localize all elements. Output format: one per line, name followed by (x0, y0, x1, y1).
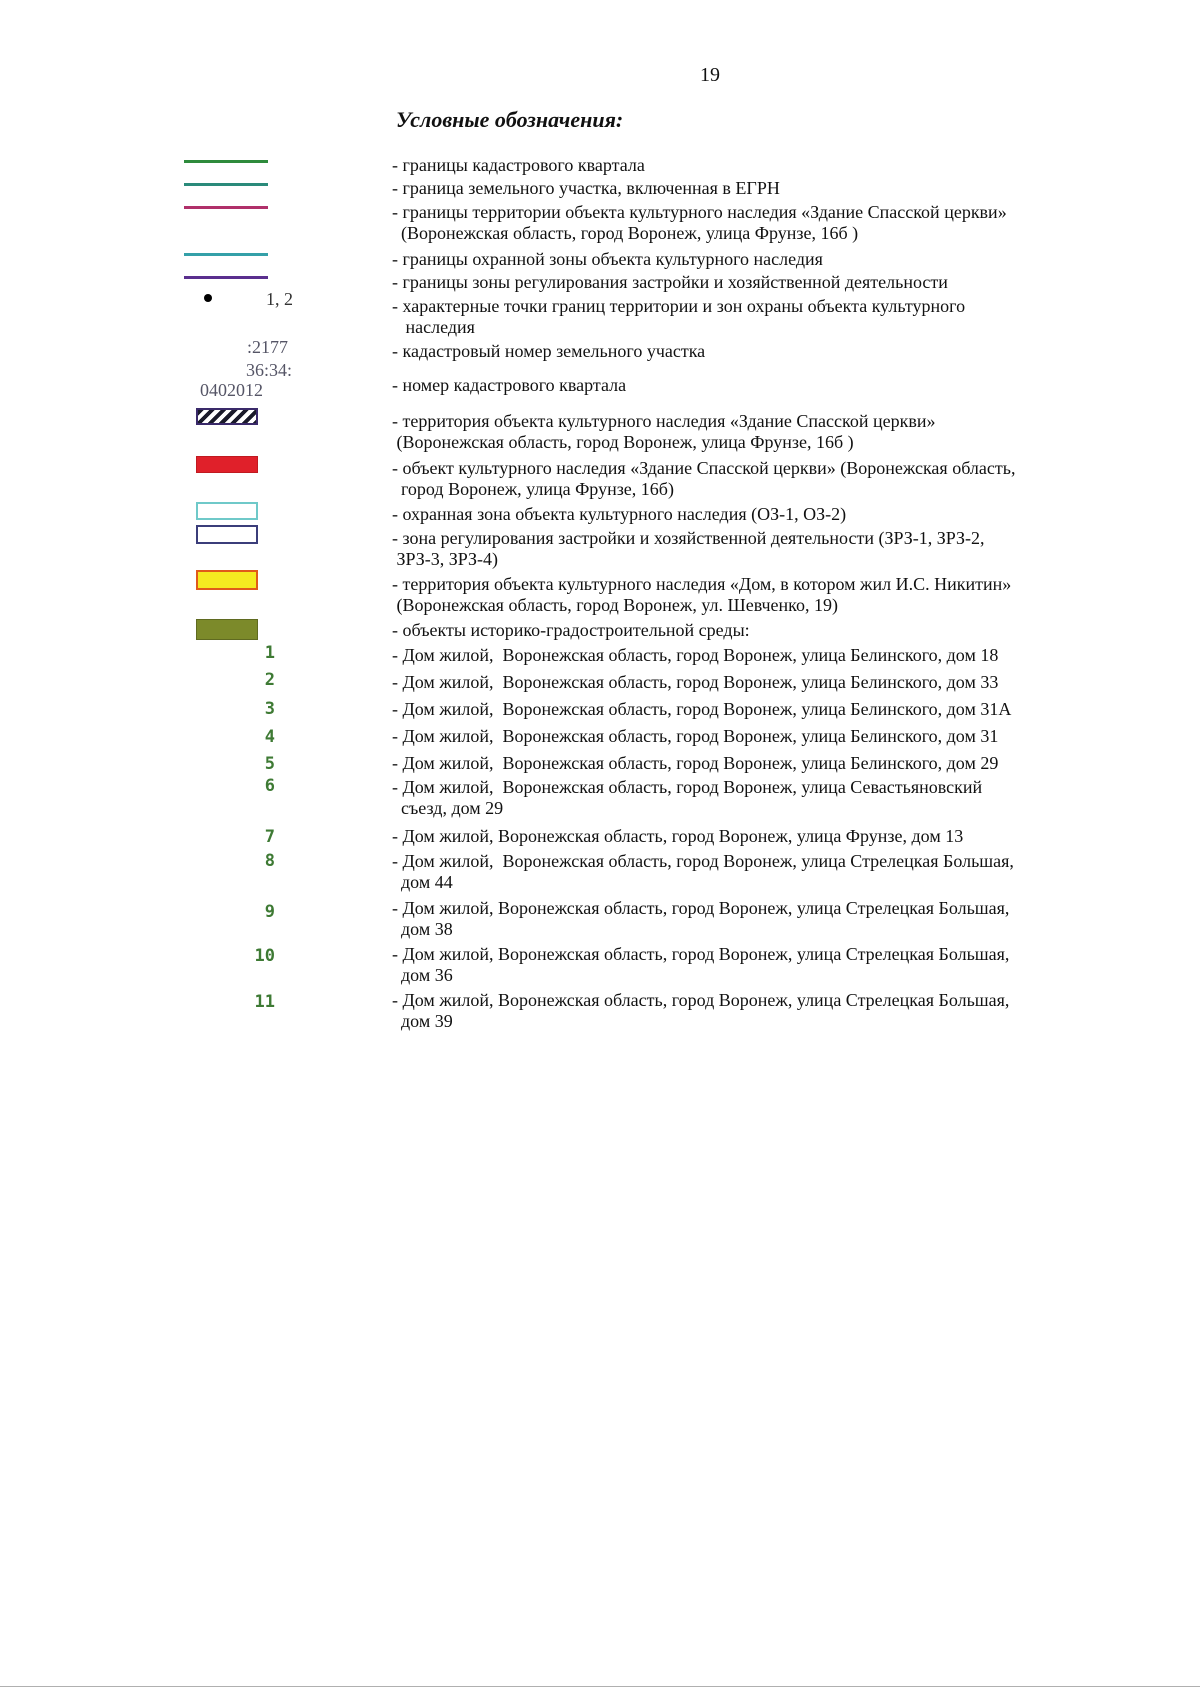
legend-item-regulation-zone: - зона регулирования застройки и хозяйственной деятельности (ЗРЗ-1, ЗРЗ-2, ЗРЗ-3, ЗРЗ-4) (392, 528, 985, 569)
land-plot-line-symbol (184, 183, 268, 186)
cadastral-quarter-line-symbol (184, 160, 268, 163)
object-number: 7 (264, 827, 275, 847)
object-number: 9 (264, 902, 275, 922)
regulation-zone-line-symbol (184, 276, 268, 279)
nikitin-territory-fill-symbol (196, 570, 258, 590)
object-item: - Дом жилой, Воронежская область, город Воронеж, улица Белинского, дом 33 (392, 672, 999, 692)
page-number: 19 (700, 64, 720, 86)
protection-zone-line-symbol (184, 253, 268, 256)
object-number: 10 (254, 946, 275, 966)
hatched-territory-symbol (196, 408, 258, 425)
object-number: 5 (264, 754, 275, 774)
object-number: 8 (264, 851, 275, 871)
heritage-territory-line-symbol (184, 206, 268, 209)
legend-item-quarter-number: - номер кадастрового квартала (392, 375, 627, 395)
object-item: - Дом жилой, Воронежская область, город Воронеж, улица Севастьяновский съезд, дом 29 (392, 777, 983, 818)
heritage-object-fill-symbol (196, 456, 258, 473)
object-item: - Дом жилой, Воронежская область, город Воронеж, улица Стрелецкая Большая, дом 39 (392, 990, 1010, 1031)
object-number: 4 (264, 727, 275, 747)
historic-environment-fill-symbol (196, 619, 258, 640)
object-number: 2 (264, 670, 275, 690)
legend-item-land-plot: - граница земельного участка, включенная в ЕГРН (392, 178, 780, 198)
page-bottom-rule (0, 1686, 1200, 1687)
legend-item-nikitin-territory: - территория объекта культурного наследия «Дом, в котором жил И.С. Никитин» (Воронежская область, город Воронеж, ул. Шевченко, 19) (392, 574, 1012, 615)
object-number: 6 (264, 776, 275, 796)
legend-item-heritage-territory: - территория объекта культурного наследия «Здание Спасской церкви» (Воронежская область, город Воронеж, улица Фрунзе, 16б ) (392, 411, 936, 452)
regulation-zone-box-symbol (196, 525, 258, 544)
object-item: - Дом жилой, Воронежская область, город Воронеж, улица Белинского, дом 31 (392, 726, 999, 746)
legend-item-protection-zone-border: - границы охранной зоны объекта культурного наследия (392, 249, 823, 269)
object-item: - Дом жилой, Воронежская область, город Воронеж, улица Белинского, дом 31А (392, 699, 1012, 719)
legend-title: Условные обозначения: (396, 107, 624, 132)
legend-item-regulation-zone-border: - границы зоны регулирования застройки и хозяйственной деятельности (392, 272, 948, 292)
quarter-number-top-symbol: 36:34: (246, 360, 293, 380)
legend-item-historic-environment: - объекты историко-градостроительной среды: (392, 620, 750, 640)
object-item: - Дом жилой, Воронежская область, город Воронеж, улица Белинского, дом 18 (392, 645, 999, 665)
object-item: - Дом жилой, Воронежская область, город Воронеж, улица Стрелецкая Большая, дом 36 (392, 944, 1010, 985)
object-item: - Дом жилой, Воронежская область, город Воронеж, улица Фрунзе, дом 13 (392, 826, 964, 846)
object-number: 1 (264, 643, 275, 663)
object-item: - Дом жилой, Воронежская область, город Воронеж, улица Стрелецкая Большая, дом 38 (392, 898, 1010, 939)
legend-item-heritage-territory-border: - границы территории объекта культурного наследия «Здание Спасской церкви» (Воронежская область, город Воронеж, улица Фрунзе, 16б ) (392, 202, 1007, 243)
legend-item-cadastral-quarter: - границы кадастрового квартала (392, 155, 645, 175)
point-labels-symbol: 1, 2 (266, 289, 293, 309)
quarter-number-bottom-symbol: 0402012 (200, 380, 263, 400)
protection-zone-box-symbol (196, 502, 258, 520)
object-item: - Дом жилой, Воронежская область, город Воронеж, улица Белинского, дом 29 (392, 753, 999, 773)
object-number: 11 (254, 992, 275, 1012)
legend-item-protection-zone: - охранная зона объекта культурного наследия (ОЗ-1, ОЗ-2) (392, 504, 847, 524)
characteristic-point-symbol (204, 294, 212, 302)
legend-item-heritage-object: - объект культурного наследия «Здание Спасской церкви» (Воронежская область, город Воронеж, улица Фрунзе, 16б) (392, 458, 1016, 499)
cadastral-number-symbol: :2177 (247, 337, 289, 357)
legend-item-cadastral-number: - кадастровый номер земельного участка (392, 341, 706, 361)
legend-item-characteristic-points: - характерные точки границ территории и зон охраны объекта культурного наследия (392, 296, 966, 337)
object-number: 3 (264, 699, 275, 719)
object-item: - Дом жилой, Воронежская область, город Воронеж, улица Стрелецкая Большая, дом 44 (392, 851, 1014, 892)
